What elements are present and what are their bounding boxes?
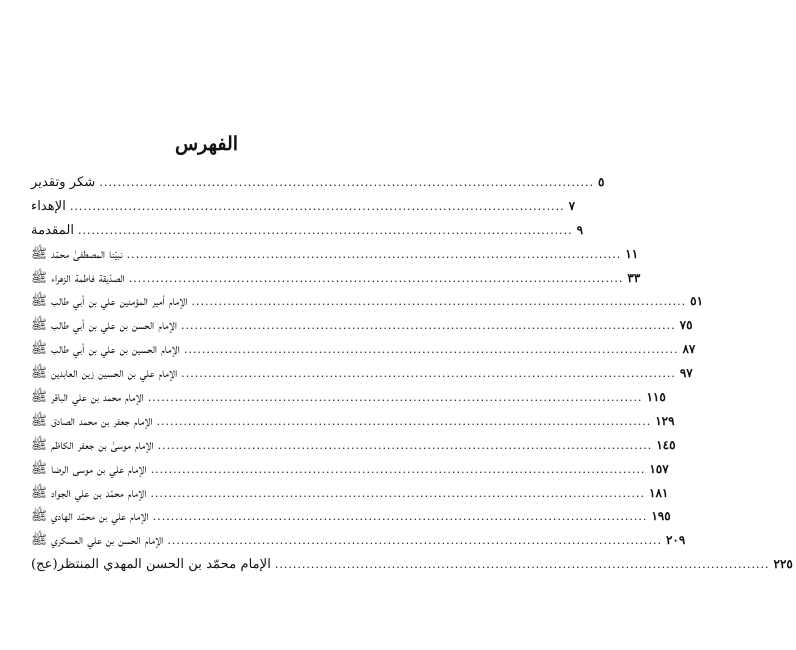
- toc-entry-page-number: ٨٧: [682, 342, 696, 357]
- toc-entry-page-number: ٩: [576, 222, 584, 237]
- toc-entry: [31, 386, 666, 410]
- toc-entry-label: الإمام موسىٰ بن جعفر الكاظم ﷺ: [31, 437, 154, 453]
- dot-leader: ..............................................................................................................: [157, 438, 653, 452]
- toc-entry-label: الإمام علي بن الحسين زين العابدين ﷺ: [31, 366, 178, 382]
- dot-leader: ..............................................................................................................: [150, 462, 646, 476]
- toc-entry-label: الإمام محمّد بن الحسن المهدي المنتظر(عج): [31, 557, 271, 573]
- toc-entry: [31, 338, 696, 362]
- toc-entry: [31, 243, 639, 267]
- dot-leader: ..............................................................................................................: [152, 510, 648, 524]
- toc-entry-page-number: ٧٥: [679, 318, 693, 333]
- toc-entry-label: الإمام الحسن بن علي بن أبي طالب ﷺ: [31, 318, 178, 334]
- dot-leader: ..............................................................................................................: [181, 319, 676, 333]
- toc-entry: [31, 529, 686, 553]
- toc-entry-page-number: ٥١: [690, 294, 704, 309]
- toc-entry-page-number: ١١٥: [646, 390, 666, 405]
- toc-entry: [31, 171, 605, 195]
- dot-leader: ..............................................................................................................: [274, 558, 770, 572]
- toc-entry: [31, 219, 584, 243]
- toc-entry-label: الإمام الحسن بن علي العسكري ﷺ: [31, 533, 164, 549]
- toc-entry-label: الإمام علي بن موسى الرضا ﷺ: [31, 461, 147, 477]
- toc-entry-page-number: ٢٢٥: [773, 557, 793, 572]
- dot-leader: ..............................................................................................................: [128, 271, 624, 285]
- toc-entry-page-number: ١٨١: [649, 485, 669, 500]
- toc-entry-label: الإمام علي بن محمّد الهادي ﷺ: [31, 509, 149, 525]
- toc-entry-label: شكر وتقدير: [31, 175, 96, 190]
- toc-entry-page-number: ١٤٥: [656, 437, 676, 452]
- dot-leader: ..............................................................................................................: [99, 176, 595, 189]
- dot-leader: ..............................................................................................................: [147, 391, 643, 405]
- toc-entry: [31, 290, 704, 314]
- dot-leader: ..............................................................................................................: [183, 343, 679, 357]
- toc-entry-label: الإمام محمد بن علي الباقر ﷺ: [31, 390, 144, 406]
- toc-entry-label: الإمام الحسين بن علي بن أبي طالب ﷺ: [31, 342, 180, 358]
- toc-entry-label: الإمام جعفر بن محمد الصادق ﷺ: [31, 413, 153, 429]
- toc-entry: [31, 362, 693, 386]
- toc-entry-label: الإهداء: [31, 198, 66, 214]
- toc-entry: [31, 267, 641, 291]
- dot-leader: ..............................................................................................................: [167, 534, 662, 548]
- toc-entry-page-number: ١٢٩: [655, 413, 675, 428]
- toc-entry-page-number: ٩٧: [679, 366, 693, 381]
- toc-entry: [31, 505, 671, 529]
- toc-entry: [31, 195, 576, 219]
- toc-entry: [31, 434, 676, 458]
- toc-entry: [31, 482, 669, 506]
- toc-entry: [31, 314, 693, 338]
- toc-entry: [31, 410, 675, 434]
- dot-leader: ..............................................................................................................: [191, 295, 687, 309]
- toc-entry-page-number: ٧: [568, 198, 576, 213]
- dot-leader: ..............................................................................................................: [181, 367, 676, 381]
- dot-leader: ..............................................................................................................: [78, 223, 573, 237]
- dot-leader: ..............................................................................................................: [156, 414, 652, 428]
- toc-entry: [31, 553, 793, 577]
- table-of-contents: [31, 171, 793, 577]
- dot-leader: ..............................................................................................................: [126, 247, 622, 261]
- dot-leader: ..............................................................................................................: [69, 199, 565, 213]
- toc-entry-page-number: ٥: [598, 175, 605, 189]
- toc-entry-label: الإمام أمير المؤمنين علي بن أبي طالب ﷺ: [31, 294, 188, 310]
- dot-leader: ..............................................................................................................: [150, 486, 645, 500]
- toc-entry-page-number: ١٥٧: [649, 461, 669, 476]
- toc-entry-page-number: ٢٠٩: [665, 533, 686, 548]
- toc-entry-label: الصدّيقة فاطمة الزهراء ﷺ: [31, 270, 125, 286]
- toc-entry: [31, 458, 669, 482]
- toc-entry-page-number: ٣٣: [627, 270, 641, 285]
- page-title: الفهرس: [174, 133, 239, 155]
- toc-entry-label: نبيّنا المصطفىٰ محمّد ﷺ: [31, 246, 123, 262]
- toc-entry-label: المقدمة: [31, 222, 75, 238]
- toc-entry-page-number: ١١: [625, 246, 639, 261]
- toc-entry-page-number: ١٩٥: [651, 509, 671, 524]
- toc-entry-label: الإمام محمّد بن علي الجواد ﷺ: [31, 485, 147, 501]
